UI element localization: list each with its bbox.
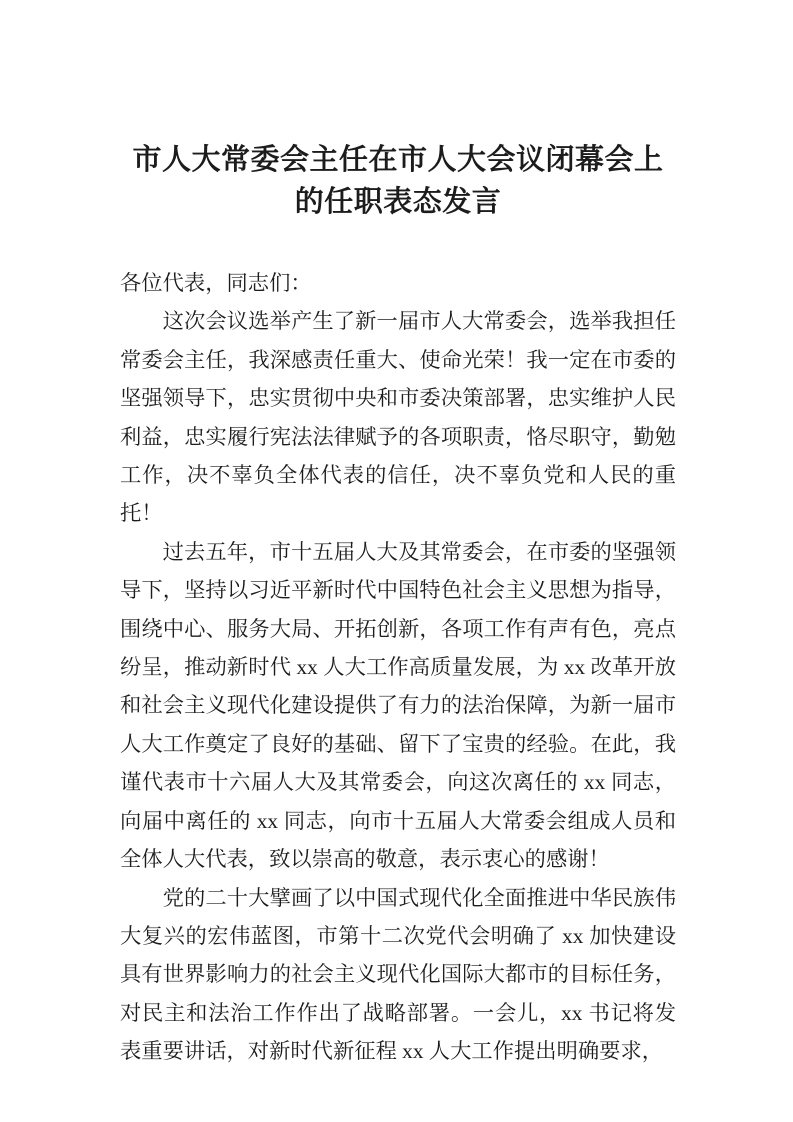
paragraph-election-statement: 这次会议选举产生了新一届市人大常委会，选举我担任常委会主任，我深感责任重大、使命光荣！我一定在市委的坚强领导下，忠实贯彻中央和市委决策部署，忠实维护人民利益，忠实履行宪法法律赋予的各项职责，恪尽职守，勤勉工作，决不辜负全体代表的信任，决不辜负党和人民的重托！ <box>120 309 676 526</box>
document-title-line-1: 市人大常委会主任在市人大会议闭幕会上 <box>132 144 664 176</box>
document-body <box>120 264 676 1071</box>
salutation: 各位代表，同志们： <box>120 271 312 295</box>
document-title-line-2: 的任职表态发言 <box>294 186 502 218</box>
paragraph-party-congress: 党的二十大擘画了以中国式现代化全面推进中华民族伟大复兴的宏伟蓝图，市第十二次党代会明确了 xx 加快建设具有世界影响力的社会主义现代化国际大都市的目标任务，对民主和法治工作作出了战略部署。一会儿，xx 书记将发表重要讲话，对新时代新征程 xx 人大工作提出明确要求， <box>120 885 676 1064</box>
paragraph-past-five-years: 过去五年，市十五届人大及其常委会，在市委的坚强领导下，坚持以习近平新时代中国特色社会主义思想为指导，围绕中心、服务大局、开拓创新，各项工作有声有色，亮点纷呈，推动新时代 xx 人大工作高质量发展，为 xx 改革开放和社会主义现代化建设提供了有力的法治保障，为新一届市人大工作奠定了良好的基础、留下了宝贵的经验。在此，我谨代表市十六届人大及其常委会，向这次离任的 xx 同志，向届中离任的 xx 同志，向市十五届人大常委会组成人员和全体人大代表，致以崇高的敬意，表示衷心的感谢！ <box>120 539 676 872</box>
document-title <box>120 139 676 223</box>
